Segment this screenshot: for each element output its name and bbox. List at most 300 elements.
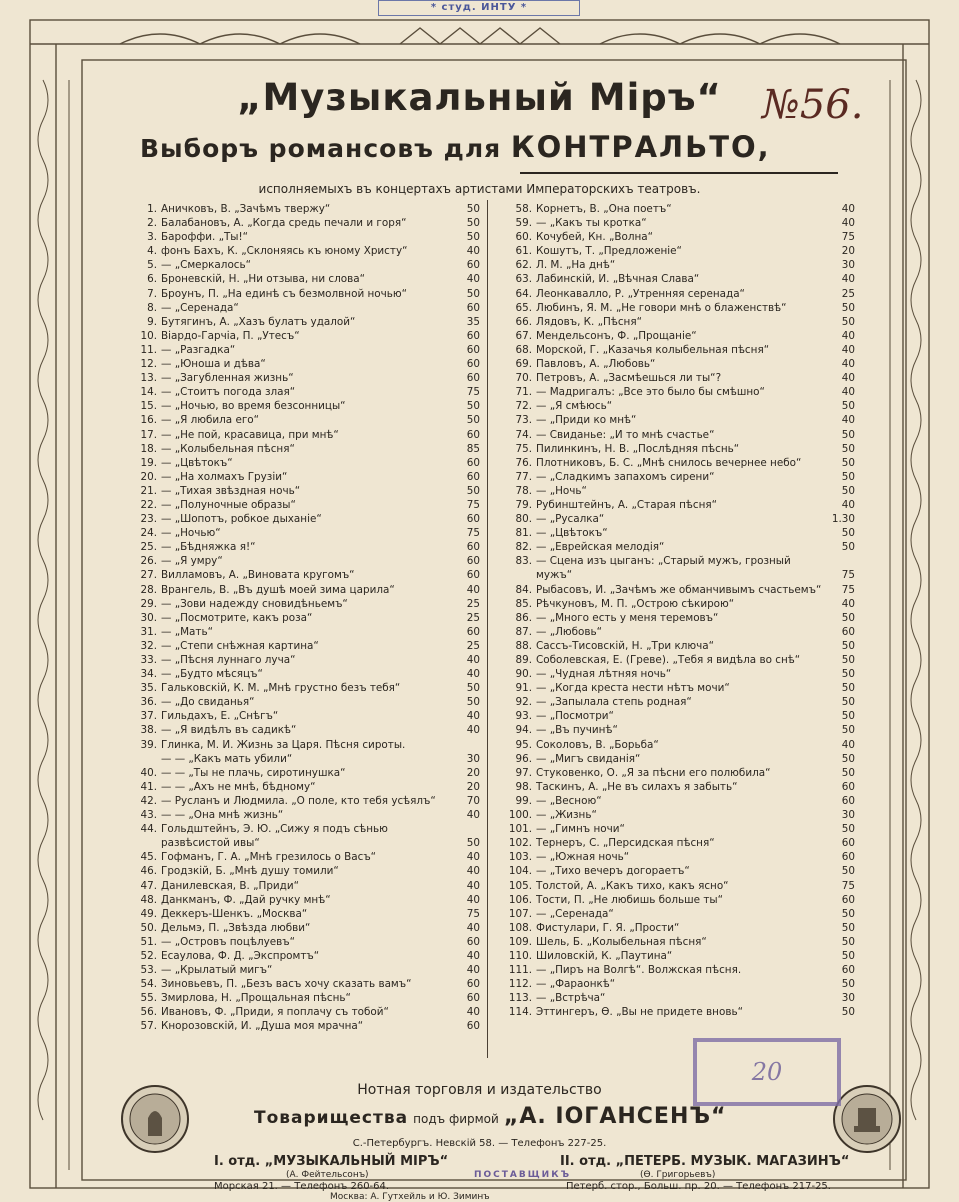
item-title: — — „Ахъ не мнѣ, бѣдному“ — [161, 780, 316, 793]
list-item — [495, 315, 855, 329]
list-item — [495, 216, 855, 230]
item-title: — „Приди ко мнѣ“ — [536, 414, 637, 427]
item-price: 40 — [466, 964, 480, 977]
item-number: 93. — [515, 710, 532, 723]
item-number: 13. — [140, 372, 157, 385]
item-price: 30 — [841, 992, 855, 1005]
list-item — [495, 540, 855, 554]
item-price: 35 — [466, 315, 480, 328]
list-item — [120, 625, 480, 639]
item-number: 67. — [515, 329, 532, 342]
list-item — [120, 456, 480, 470]
item-number: 74. — [515, 428, 532, 441]
item-price: 60 — [841, 964, 855, 977]
item-number: 91. — [515, 682, 532, 695]
item-title: Гольдштейнъ, Э. Ю. „Сижу я подъ сѣнью — [161, 823, 388, 836]
list-item — [120, 357, 480, 371]
list-item — [495, 738, 855, 752]
item-number: 66. — [515, 315, 532, 328]
item-number: 49. — [140, 907, 157, 920]
item-price: 50 — [841, 668, 855, 681]
list-item — [495, 301, 855, 315]
item-price: 60 — [466, 301, 480, 314]
item-price: 50 — [466, 484, 480, 497]
item-number: 100. — [508, 809, 532, 822]
item-title: — „Колыбельная пѣсня“ — [161, 442, 295, 455]
item-number: 21. — [140, 484, 157, 497]
item-title: Любинъ, Я. М. „Не говори мнѣ о блаженствѣ“ — [536, 301, 787, 314]
item-title: Броунъ, П. „На единѣ съ безмолвной ночью“ — [161, 287, 408, 300]
item-title: — „Фараонкѣ“ — [536, 978, 616, 991]
item-title: — „Запылала степь родная“ — [536, 696, 692, 709]
item-title: фонъ Бахъ, К. „Склоняясь къ юному Христу“ — [161, 245, 408, 258]
item-number: 88. — [515, 639, 532, 652]
item-number: 24. — [140, 527, 157, 540]
item-title: — „Островъ поцѣлуевъ“ — [161, 935, 295, 948]
item-title: — „Я любила его“ — [161, 414, 260, 427]
list-item — [120, 949, 480, 963]
item-price: 20 — [841, 245, 855, 258]
item-title: — „Тихо вечеръ догораетъ“ — [536, 865, 690, 878]
list-item — [120, 216, 480, 230]
item-number: 1. — [147, 203, 157, 215]
item-price: 20 — [466, 780, 480, 793]
item-price: 40 — [466, 668, 480, 681]
item-price: 40 — [841, 498, 855, 511]
list-item — [120, 1005, 480, 1019]
item-title: Кошутъ, Т. „Предложеніе“ — [536, 245, 682, 258]
item-price: 40 — [466, 851, 480, 864]
item-number: 14. — [140, 386, 157, 399]
item-number: 46. — [140, 865, 157, 878]
list-item — [120, 413, 480, 427]
list-item — [495, 695, 855, 709]
list-item — [120, 202, 480, 216]
list-item — [495, 991, 855, 1005]
item-price: 50 — [841, 978, 855, 991]
footer-firm-b: подъ фирмой — [413, 1112, 499, 1126]
item-price: 50 — [841, 752, 855, 765]
list-item — [495, 935, 855, 949]
item-price: 50 — [841, 541, 855, 554]
item-price: 40 — [466, 245, 480, 258]
item-number: 87. — [515, 625, 532, 638]
subsubtitle: исполняемыхъ въ концертахъ артистами Императорскихъ театровъ. — [258, 182, 701, 196]
item-title: Данкманъ, Ф. „Дай ручку мнѣ“ — [161, 893, 331, 906]
item-number: 82. — [515, 541, 532, 554]
item-number: 92. — [515, 696, 532, 709]
footer-line1: Нотная торговля и издательство — [357, 1082, 602, 1098]
list-item — [495, 230, 855, 244]
item-number: 108. — [508, 921, 532, 934]
item-title: Гродзкій, Б. „Мнѣ душу томили“ — [161, 865, 339, 878]
footer-firm-a: Товарищества — [254, 1108, 409, 1128]
item-title: Тернеръ, С. „Персидская пѣсня“ — [536, 837, 715, 850]
item-title: Врангель, В. „Въ душѣ моей зима царила“ — [161, 583, 395, 596]
item-number: 77. — [515, 470, 532, 483]
item-number: 97. — [515, 766, 532, 779]
item-number: 28. — [140, 583, 157, 596]
item-price: 50 — [841, 949, 855, 962]
item-number: 29. — [140, 597, 157, 610]
item-number: 72. — [515, 400, 532, 413]
item-title: Гофманъ, Г. А. „Мнѣ грезилось о Васъ“ — [161, 851, 377, 864]
item-title: — „Разгадка“ — [161, 343, 236, 356]
branch-1-owner: (А. Фейтельсонъ) — [286, 1170, 369, 1180]
item-number: 111. — [508, 964, 532, 977]
list-item — [495, 371, 855, 385]
list-item — [495, 836, 855, 850]
item-title: — Мадригалъ: „Все это было бы смѣшно“ — [536, 386, 765, 399]
item-number: 40. — [140, 766, 157, 779]
item-number — [120, 836, 161, 850]
branch-2-address: Петерб. стор., Больш. пр. 20. — Телефонъ 217-25. — [566, 1181, 831, 1192]
item-price: 50 — [841, 654, 855, 666]
item-title: — „Сладкимъ запахомъ сирени“ — [536, 470, 715, 483]
list-item — [495, 949, 855, 963]
item-number: 96. — [515, 752, 532, 765]
supplier-stamp: ПОСТАВЩИКЪ — [474, 1170, 572, 1180]
item-number: 112. — [508, 978, 532, 991]
item-price: 25 — [466, 639, 480, 652]
item-price: 30 — [841, 809, 855, 822]
item-title: — „Я смѣюсь“ — [536, 400, 613, 413]
item-price: 40 — [466, 949, 480, 962]
item-title: Балабановъ, А. „Когда средь печали и горя“ — [161, 217, 407, 230]
list-item — [120, 428, 480, 442]
item-number: 19. — [140, 456, 157, 469]
item-price: 50 — [841, 301, 855, 314]
item-number: 42. — [140, 794, 157, 807]
item-title: — „Серенада“ — [536, 907, 614, 920]
item-title: Кочубей, Кн. „Волна“ — [536, 231, 654, 244]
list-item — [120, 808, 480, 822]
list-item — [120, 907, 480, 921]
list-item — [120, 258, 480, 272]
item-number: 48. — [140, 893, 157, 906]
item-price: 30 — [466, 752, 480, 765]
item-number: 81. — [515, 527, 532, 540]
item-title: — „Тихая звѣздная ночь“ — [161, 484, 301, 497]
item-price: 60 — [841, 794, 855, 807]
subtitle-prefix: Выборъ романсовъ для — [140, 134, 502, 163]
item-title: Шиловскій, К. „Паутина“ — [536, 949, 673, 962]
item-price: 40 — [841, 358, 855, 371]
item-price: 50 — [841, 611, 855, 624]
item-title: — „Полуночные образы“ — [161, 498, 296, 511]
item-number: 85. — [515, 597, 532, 610]
item-number: 7. — [147, 287, 157, 300]
item-number: 51. — [140, 935, 157, 948]
item-price: 75 — [466, 907, 480, 920]
item-title: — „Гимнъ ночи“ — [536, 823, 625, 836]
list-item — [120, 921, 480, 935]
item-title: Л. М. „На днѣ“ — [536, 259, 616, 272]
item-title: Есаулова, Ф. Д. „Экспромтъ“ — [161, 949, 320, 962]
item-price: 50 — [841, 527, 855, 540]
item-price: 60 — [466, 470, 480, 483]
item-title: — „Много есть у меня теремовъ“ — [536, 611, 719, 624]
item-price: 50 — [841, 639, 855, 652]
item-price: 60 — [841, 893, 855, 906]
list-item — [495, 202, 855, 216]
item-number: 84. — [515, 583, 532, 596]
item-number: 102. — [508, 837, 532, 850]
list-item — [495, 667, 855, 681]
list-item — [120, 864, 480, 878]
item-number: 106. — [508, 893, 532, 906]
item-title: — „Зови надежду сновидѣньемъ“ — [161, 597, 348, 610]
item-number: 65. — [515, 301, 532, 314]
item-price: 40 — [841, 372, 855, 385]
item-title: — — „Ты не плачь, сиротинушка“ — [161, 766, 346, 779]
item-price: 40 — [841, 343, 855, 356]
item-number: 53. — [140, 964, 157, 977]
branch-1-address: Морская 21. — Телефонъ 260-64. — [214, 1181, 390, 1192]
item-price: 50 — [841, 456, 855, 469]
item-title: Аничковъ, В. „Зачѣмъ твержу“ — [161, 203, 331, 215]
item-title: — „До свиданья“ — [161, 696, 255, 709]
list-item — [495, 808, 855, 822]
list-item — [495, 864, 855, 878]
footer-firm — [254, 1104, 726, 1129]
list-item — [495, 766, 855, 780]
item-title: — „Встрѣча“ — [536, 992, 606, 1005]
list-item — [120, 230, 480, 244]
list-item — [120, 287, 480, 301]
list-item — [120, 850, 480, 864]
item-title: Ивановъ, Ф. „Приди, я поплачу съ тобой“ — [161, 1006, 389, 1019]
item-number: 36. — [140, 696, 157, 709]
list-item — [120, 343, 480, 357]
list-item — [120, 935, 480, 949]
list-item — [495, 554, 855, 568]
list-item — [120, 272, 480, 286]
list-item — [120, 653, 480, 667]
item-price: 60 — [466, 456, 480, 469]
item-price: 40 — [466, 1006, 480, 1019]
item-number: 18. — [140, 442, 157, 455]
list-item — [120, 977, 480, 991]
item-title: Соболевская, Е. (Греве). „Тебя я видѣла во снѣ“ — [536, 654, 801, 666]
item-number: 109. — [508, 935, 532, 948]
item-title: — „Бѣдняжка я!“ — [161, 541, 256, 554]
item-number: 30. — [140, 611, 157, 624]
list-item — [495, 498, 855, 512]
item-number: 98. — [515, 780, 532, 793]
item-title: — „Стоитъ погода злая“ — [161, 386, 296, 399]
item-title: — „Я умру“ — [161, 555, 223, 568]
list-item — [495, 653, 855, 667]
list-item — [120, 836, 480, 850]
item-price: 50 — [841, 1006, 855, 1019]
list-item — [120, 963, 480, 977]
item-title: Толстой, А. „Какъ тихо, какъ ясно“ — [536, 879, 729, 892]
item-title: — Русланъ и Людмила. „О поле, кто тебя усѣялъ“ — [161, 794, 436, 807]
item-title: — „Ночь“ — [536, 484, 587, 497]
item-price: 75 — [466, 386, 480, 399]
list-item — [495, 794, 855, 808]
list-item — [495, 850, 855, 864]
item-price: 50 — [466, 696, 480, 709]
item-price: 1.30 — [831, 513, 855, 526]
item-title: — „Юноша и дѣва“ — [161, 358, 266, 371]
item-number: 17. — [140, 428, 157, 441]
item-title: Сассъ-Тисовскій, Н. „Три ключа“ — [536, 639, 715, 652]
item-price: 40 — [466, 809, 480, 822]
item-title: мужъ“ — [536, 569, 573, 582]
item-number: 43. — [140, 809, 157, 822]
item-number: 63. — [515, 273, 532, 286]
list-item — [495, 639, 855, 653]
item-number: 9. — [147, 315, 157, 328]
list-item — [120, 597, 480, 611]
item-number: 3. — [147, 231, 157, 244]
item-price: 60 — [466, 358, 480, 371]
list-item — [120, 667, 480, 681]
item-title: Шель, Б. „Колыбельная пѣсня“ — [536, 935, 707, 948]
item-price: 40 — [841, 329, 855, 342]
item-title: — „Посмотри“ — [536, 710, 614, 723]
list-item — [495, 921, 855, 935]
item-price: 60 — [466, 625, 480, 638]
item-title: — „Весною“ — [536, 794, 602, 807]
list-item — [495, 470, 855, 484]
item-price: 40 — [841, 386, 855, 399]
item-number: 50. — [140, 921, 157, 934]
item-number: 45. — [140, 851, 157, 864]
item-number: 94. — [515, 724, 532, 737]
item-number: 35. — [140, 682, 157, 695]
item-price: 60 — [466, 329, 480, 342]
item-number: 114. — [508, 1006, 532, 1019]
item-number: 15. — [140, 400, 157, 413]
item-title: — — „Какъ мать убили“ — [161, 752, 293, 765]
item-number: 59. — [515, 217, 532, 230]
item-price: 40 — [841, 414, 855, 427]
item-price: 60 — [466, 541, 480, 554]
item-number: 76. — [515, 456, 532, 469]
list-item — [495, 752, 855, 766]
list-item — [120, 554, 480, 568]
item-price: 60 — [841, 780, 855, 793]
item-title: Павловъ, А. „Любовь“ — [536, 358, 656, 371]
list-item — [120, 442, 480, 456]
item-number: 79. — [515, 498, 532, 511]
list-item — [495, 343, 855, 357]
item-title: — „Жизнь“ — [536, 809, 597, 822]
item-title: Бутягинъ, А. „Хазъ булатъ удалой“ — [161, 315, 356, 328]
list-item — [495, 709, 855, 723]
item-price — [446, 738, 480, 752]
item-price: 30 — [841, 259, 855, 272]
item-price: 50 — [466, 203, 480, 215]
item-price: 50 — [841, 710, 855, 723]
item-number: 73. — [515, 414, 532, 427]
item-number: 61. — [515, 245, 532, 258]
item-title: — „Смеркалось“ — [161, 259, 252, 272]
item-title: — „Любовь“ — [536, 625, 603, 638]
list-item — [120, 639, 480, 653]
item-price: 50 — [841, 921, 855, 934]
item-number: 22. — [140, 498, 157, 511]
list-item — [120, 498, 480, 512]
item-price: 60 — [466, 978, 480, 991]
item-number: 101. — [508, 823, 532, 836]
item-price: 60 — [466, 372, 480, 385]
item-number: 27. — [140, 569, 157, 582]
item-price: 50 — [841, 865, 855, 878]
item-number: 32. — [140, 639, 157, 652]
item-title: — „Еврейская мелодія“ — [536, 541, 665, 554]
item-price: 25 — [466, 597, 480, 610]
item-title: Рыбасовъ, И. „Зачѣмъ же обманчивымъ счастьемъ“ — [536, 583, 821, 596]
list-item — [120, 752, 480, 766]
list-item — [120, 991, 480, 1005]
item-title: Деккеръ-Шенкъ. „Москва“ — [161, 907, 308, 920]
list-item — [120, 709, 480, 723]
item-title: Дельмэ, П. „Звѣзда любви“ — [161, 921, 311, 934]
item-title: — Свиданье: „И то мнѣ счастье“ — [536, 428, 715, 441]
item-title: — „Шопотъ, робкое дыханіе“ — [161, 513, 322, 526]
list-item — [120, 583, 480, 597]
item-price: 50 — [841, 766, 855, 779]
item-title: Леонкавалло, Р. „Утренняя серенада“ — [536, 287, 745, 300]
item-price: 40 — [466, 865, 480, 878]
list-item — [495, 244, 855, 258]
list-item — [120, 723, 480, 737]
item-price: 40 — [841, 597, 855, 610]
list-item — [120, 568, 480, 582]
item-title: — „Мигъ свиданія“ — [536, 752, 641, 765]
item-title: — „Серенада“ — [161, 301, 239, 314]
footer-firm-c: „А. ІОГАНСЕНЪ“ — [503, 1104, 727, 1129]
item-title: Рѣчкуновъ, М. П. „Острою сѣкирою“ — [536, 597, 735, 610]
item-title: Фистулари, Г. Я. „Прости“ — [536, 921, 680, 934]
item-price: 60 — [466, 555, 480, 568]
list-item — [120, 526, 480, 540]
list-item — [495, 879, 855, 893]
footer-moscow: Москва: А. Гутхейль и Ю. Зиминъ — [330, 1192, 490, 1202]
list-item — [120, 301, 480, 315]
item-number: 6. — [147, 273, 157, 286]
item-title: Морской, Г. „Казачья колыбельная пѣсня“ — [536, 343, 770, 356]
list-item — [495, 413, 855, 427]
item-title: Броневскій, Н. „Ни отзыва, ни слова“ — [161, 273, 365, 286]
list-item — [495, 512, 855, 526]
item-price: 50 — [841, 428, 855, 441]
item-title: — „Ночью“ — [161, 527, 221, 540]
list-item — [120, 484, 480, 498]
item-title: — „Степи снѣжная картина“ — [161, 639, 319, 652]
item-price: 50 — [841, 907, 855, 920]
list-item — [495, 526, 855, 540]
item-price: 50 — [841, 484, 855, 497]
item-price: 60 — [466, 1020, 480, 1033]
list-item — [120, 385, 480, 399]
item-title: Вилламовъ, А. „Виновата кругомъ“ — [161, 569, 355, 582]
list-item — [495, 977, 855, 991]
branch-2: II. отд. „ПЕТЕРБ. МУЗЫК. МАГАЗИНЪ“ — [560, 1154, 850, 1169]
item-number: 23. — [140, 513, 157, 526]
item-number: 54. — [140, 978, 157, 991]
list-item — [495, 597, 855, 611]
item-price: 40 — [841, 203, 855, 215]
item-price: 50 — [841, 696, 855, 709]
item-price: 50 — [466, 414, 480, 427]
item-price: 50 — [841, 470, 855, 483]
item-number: 60. — [515, 231, 532, 244]
